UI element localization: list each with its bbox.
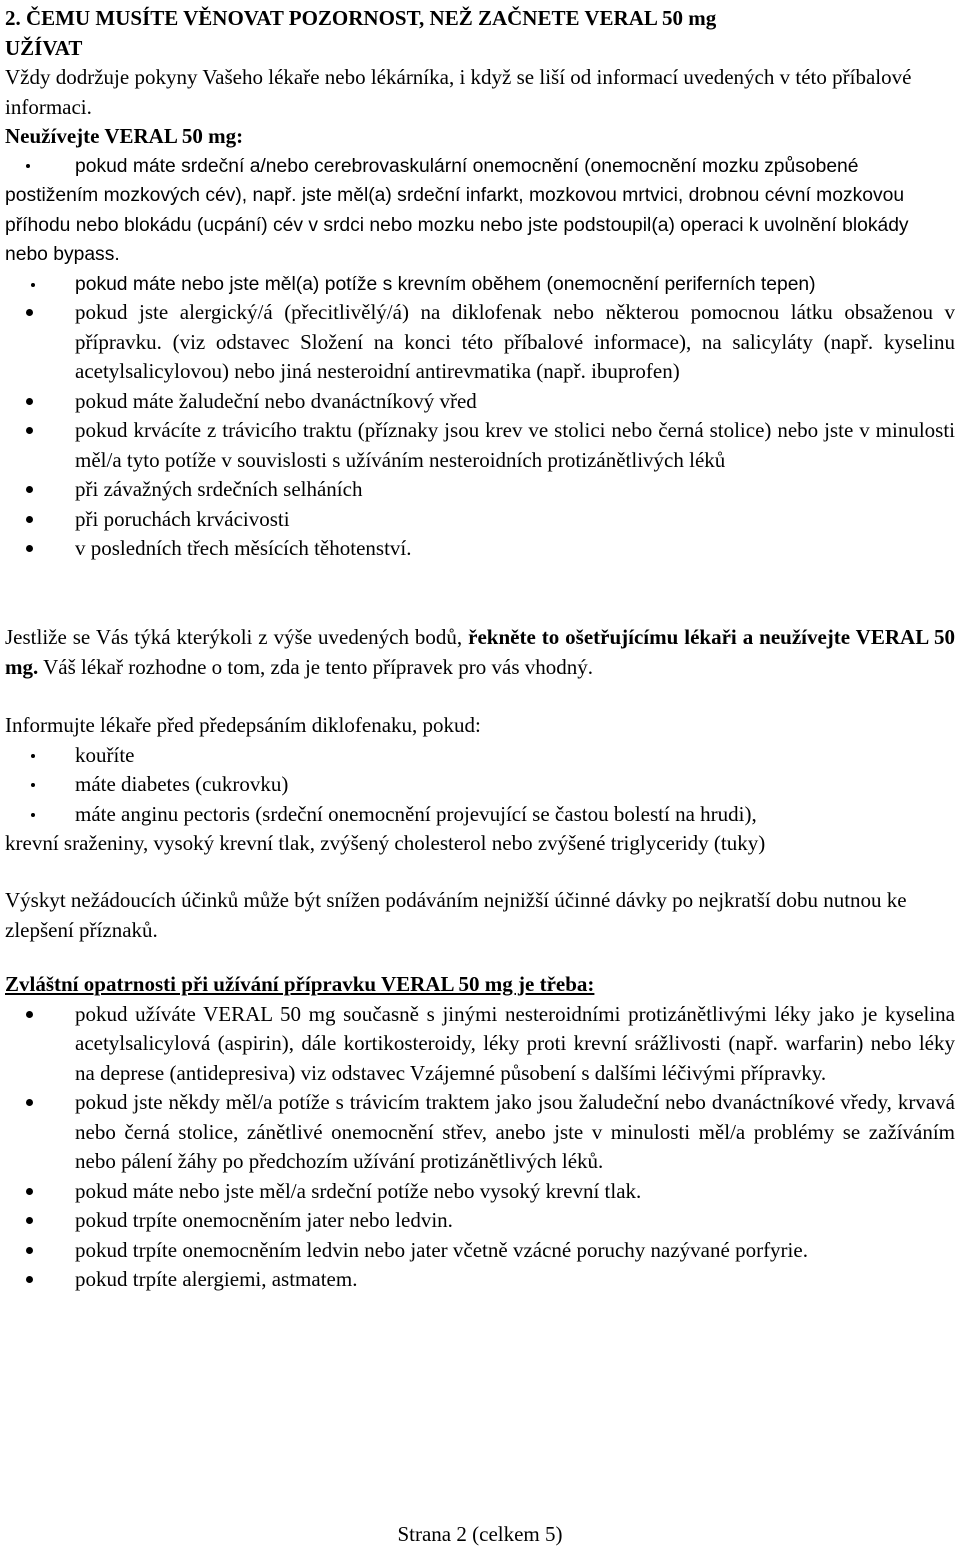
dont-use-circulation-item: pokud máte nebo jste měl(a) potíže s krevním oběhem (onemocnění periferních tepen)	[5, 270, 955, 300]
cardio-item-text: pokud máte srdeční a/nebo cerebrovaskulární onemocnění (onemocnění mozku způsobené postižením mozkových cév), např. jste měl(a) srdeční infarkt, mozkovou mrtvici, drobnou cévní mozkovou příhodu nebo blokádu (ucpání) cév v srdci nebo mozku nebo jste podstoupil(a) operaci k uvolnění blokády nebo bypass.	[5, 155, 909, 265]
list-item: při poruchách krvácivosti	[5, 505, 955, 535]
list-item: pokud máte nebo jste měl/a srdeční potíže nebo vysoký krevní tlak.	[5, 1177, 955, 1207]
dont-use-title: Neužívejte VERAL 50 mg:	[5, 124, 244, 148]
conclusion-text: Jestliže se Vás týká kterýkoli z výše uvedených bodů,	[5, 625, 469, 649]
dont-use-list	[5, 298, 955, 564]
inform-continuation: krevní sraženiny, vysoký krevní tlak, zvýšený cholesterol nebo zvýšené triglyceridy (tuky)	[5, 831, 766, 855]
side-effects-paragraph: Výskyt nežádoucích účinků může být snížen podáváním nejnižší účinné dávky po nejkratší dobu nutnou ke zlepšení příznaků.	[5, 888, 907, 942]
list-item: pokud máte žaludeční nebo dvanáctníkový vřed	[5, 387, 955, 417]
section-heading	[5, 4, 955, 63]
dont-use-section	[5, 122, 955, 299]
intro-paragraph: Vždy dodržuje pokyny Vašeho lékaře nebo lékárníka, i když se liší od informací uvedených v této příbalové informaci.	[5, 65, 912, 119]
page-footer: Strana 2 (celkem 5)	[397, 1522, 563, 1546]
inform-title: Informujte lékaře před předepsáním diklofenaku, pokud:	[5, 713, 481, 737]
list-item: pokud trpíte onemocněním jater nebo ledvin.	[5, 1206, 955, 1236]
list-item: pokud užíváte VERAL 50 mg současně s jinými nesteroidními protizánětlivými léky jako je kyselina acetylsalicylová (aspirin), dále kortikosteroidy, léky proti krevní srážlivosti (např. warfarin) nebo léky na deprese (antidepresiva) viz odstavec Vzájemné působení s dalšími léčivými přípravky.	[5, 1000, 955, 1089]
conclusion-bold-text: řekněte to ošetřujícímu lékaři a neužívejte VERAL 50 mg.	[5, 625, 955, 679]
list-item: pokud trpíte onemocněním ledvin nebo jater včetně vzácné poruchy nazývané porfyrie.	[5, 1236, 955, 1266]
list-item: pokud krvácíte z trávicího traktu (příznaky jsou krev ve stolici nebo černá stolice) nebo jste v minulosti měl/a tyto potíže v souvislosti s užíváním nesteroidních protizánětlivých léků	[5, 416, 955, 475]
list-item: při závažných srdečních selháních	[5, 475, 955, 505]
conclusion-end-text: Váš lékař rozhodne o tom, zda je tento přípravek pro vás vhodný.	[38, 654, 594, 679]
list-item: v posledních třech měsících těhotenství.	[5, 534, 955, 564]
list-item: pokud jste někdy měl/a potíže s trávicím traktem jako jsou žaludeční nebo dvanáctníkové vředy, krvavá nebo černá stolice, zánětlivé onemocnění střev, anebo jste v minulosti měl/a problémy se zažíváním nebo pálení žáhy po předchozím užívání protizánětlivých léků.	[5, 1088, 955, 1177]
inform-section	[5, 711, 955, 859]
list-item: pokud trpíte alergiemi, astmatem.	[5, 1265, 955, 1295]
dont-use-conclusion	[5, 623, 955, 682]
caution-section	[5, 970, 955, 1295]
dont-use-cardio-item	[5, 152, 955, 270]
list-item: máte diabetes (cukrovku)	[5, 770, 955, 800]
heading-line-1: 2. ČEMU MUSÍTE VĚNOVAT POZORNOST, NEŽ ZAČNETE VERAL 50 mg	[5, 6, 717, 30]
caution-title: Zvláštní opatrnosti při užívání přípravku VERAL 50 mg je třeba:	[5, 972, 595, 996]
list-item: máte anginu pectoris (srdeční onemocnění projevující se častou bolestí na hrudi),	[5, 800, 955, 830]
list-item: pokud jste alergický/á (přecitlivělý/á) na diklofenak nebo některou pomocnou látku obsaženou v přípravku. (viz odstavec Složení na konci této příbalové informace), na salicyláty (např. kyselinu acetylsalicylovou) nebo jiná nesteroidní antirevmatika (např. ibuprofen)	[5, 298, 955, 387]
heading-line-2: UŽÍVAT	[5, 35, 83, 60]
list-item: kouříte	[5, 741, 955, 771]
